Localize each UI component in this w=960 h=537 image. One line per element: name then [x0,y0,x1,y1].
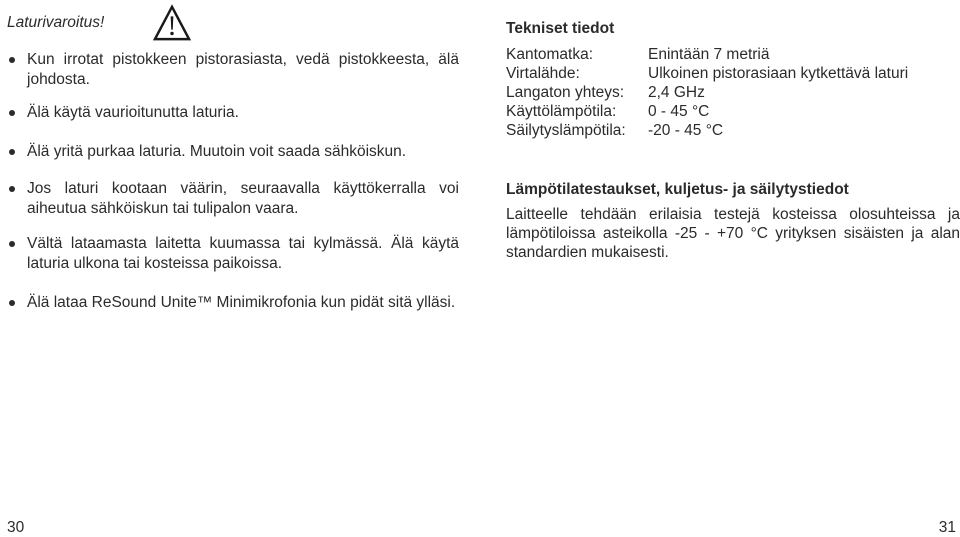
list-item-text: Jos laturi kootaan väärin, seuraavalla käyttökerralla voi aiheutua sähköiskun tai tulipalon vaara. [27,180,459,217]
temperature-section-title: Lämpötilatestaukset, kuljetus- ja säilytystiedot [506,181,849,198]
list-item [7,50,459,90]
list-item-text: Kun irrotat pistokkeen pistorasiasta, vedä pistokkeesta, älä johdosta. [27,51,459,88]
list-item-text: Vältä lataamasta laitetta kuumassa tai kylmässä. Älä käytä laturia ulkona tai kosteissa paikoissa. [27,235,459,272]
temperature-section-body: Laitteelle tehdään erilaisia testejä kosteissa olosuhteissa ja lämpötiloissa asteikolla -25 - +70 °C yrityksen sisäisten ja alan standardien mukaisesti. [506,206,960,261]
spec-key: Säilytyslämpötila: [506,122,626,139]
page-number: 31 [938,519,956,536]
table-row [506,64,908,83]
table-row [506,121,908,140]
bullet-icon [9,57,15,63]
warning-list [7,50,459,313]
list-item [7,234,459,274]
list-item [7,142,459,162]
spec-value: Ulkoinen pistorasiaan kytkettävä laturi [648,65,909,82]
spec-value: -20 - 45 °C [648,122,724,139]
list-item-text: Älä käytä vaurioitunutta laturia. [27,104,239,121]
spec-key: Käyttölämpötila: [506,103,617,120]
warning-title: Laturivaroitus! [7,14,105,31]
list-item-text: Älä yritä purkaa laturia. Muutoin voit saada sähköiskun. [27,143,407,160]
list-item [7,293,459,313]
spec-title: Tekniset tiedot [506,20,615,37]
left-page [0,0,480,536]
spec-value: Enintään 7 metriä [648,46,770,63]
bullet-icon [9,300,15,306]
bullet-icon [9,110,15,116]
spec-value: 0 - 45 °C [648,103,710,120]
spec-value: 2,4 GHz [648,84,705,101]
right-page [480,0,960,536]
list-item [7,179,459,219]
spec-key: Virtalähde: [506,65,580,82]
bullet-icon [9,186,15,192]
table-row [506,102,908,121]
list-item-text: Älä lataa ReSound Unite™ Minimikrofonia kun pidät sitä ylläsi. [27,294,456,311]
warning-triangle-icon [153,4,191,42]
bullet-icon [9,149,15,155]
spec-table [506,45,908,140]
page-number: 30 [7,519,25,536]
spec-key: Kantomatka: [506,46,594,63]
bullet-icon [9,241,15,247]
list-item [7,103,459,123]
spec-key: Langaton yhteys: [506,84,625,101]
table-row [506,83,908,102]
table-row [506,45,908,64]
